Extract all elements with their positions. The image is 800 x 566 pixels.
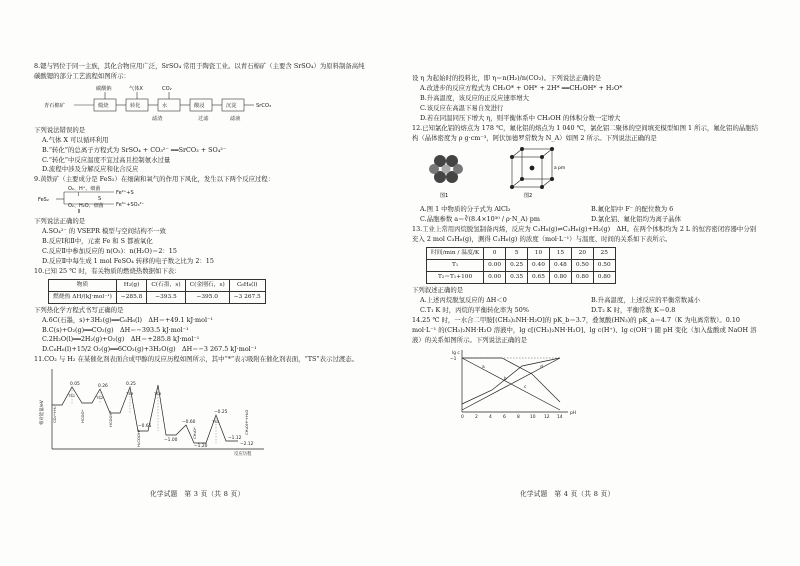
table-cell: 0.35 [506, 272, 528, 284]
cell-parameter-label: a pm [554, 166, 566, 172]
scheme-product: Fe²⁺+S [116, 190, 134, 197]
x-tick: 14 [557, 414, 563, 420]
x-tick: 2 [475, 414, 478, 420]
table-header: C(石墨，s) [147, 279, 185, 291]
x-tick: 6 [503, 414, 506, 420]
flow-label: SrCO₃ [256, 102, 272, 109]
scheme-reagent: O₂、H⁺、细菌 [68, 186, 101, 193]
scheme-product: Fe³⁺+SO₄²⁻ [116, 202, 145, 209]
table-cell: 0.65 [528, 272, 550, 284]
question-9-stem: 9.黄铁矿（主要成分是 FeS₂）在细菌和氧气的作用下风化，发生以下两个反应过程： [34, 175, 275, 184]
table-header: 5 [506, 248, 528, 260]
table-header: 物质 [49, 279, 117, 291]
curve-label: b [504, 376, 507, 382]
x-tick: 8 [517, 414, 520, 420]
ts-label: TS3 [126, 391, 134, 397]
table-cell: 0.00 [484, 272, 506, 284]
energy-profile-chart [34, 365, 284, 457]
left-column [34, 62, 366, 461]
concentration-table [426, 247, 616, 284]
option-9b: B.反应Ⅰ和Ⅱ中，元素 Fe 和 S 都被氧化 [42, 237, 153, 246]
question-10-stem: 10.已知 25 ℃ 时，有关物质的燃烧热数据如下表： [34, 266, 181, 275]
curve-label: c [524, 384, 527, 390]
figure-1-caption: 图1 [440, 193, 449, 200]
flow-label: 过滤 [198, 115, 209, 122]
ts-label: TS4 [154, 391, 162, 397]
curve-label: d [540, 364, 543, 370]
scheme-reactant: FeS₂ [38, 197, 49, 204]
flow-label: 沉淀 [226, 102, 237, 109]
option-9d: D.反应Ⅱ中每生成 1 mol FeSO₄ 转移的电子数之比为 2：15 [42, 256, 214, 265]
option-13a: A.上述丙烷脱氢反应的 ΔH＜0 [420, 295, 507, 304]
option-8a: A.气体 X 可以循环利用 [42, 135, 109, 144]
question-13-stem: 13.工业上常用丙烷脱氢制备丙烯，反应为 C₃H₈(g)⇌C₃H₆(g)+H₂(g) ΔH。在两个体积均为 2 L 的恒容密闭容器中分别充入 2 mol C₃H₈(g)，测得 C₃H₆(g) 的浓度（mol·L⁻¹）与温度、时间的关系如下表所示。 [412, 225, 757, 244]
table-cell: 0.80 [571, 272, 593, 284]
question-10-lead: 下列热化学方程式书写正确的是 [34, 305, 124, 314]
option-12c: C.晶胞参数 a＝∛(8.4×10³⁰ / ρ·N_A) pm [420, 215, 540, 224]
option-13b: B.升高温度，上述反应的平衡常数减小 [591, 295, 700, 304]
question-11-continued: 设 η 为起始时的投料比，即 η＝n(H₂)/n(CO₂)。下列说法正确的是 [412, 74, 602, 82]
right-column [412, 74, 762, 425]
question-11-stem: 11.CO₂ 与 H₂ 在某催化剂表面合成甲醇的反应历程如图所示，其中“*”表示吸附在催化剂表面，“TS”表示过渡态。 [34, 355, 359, 364]
table-cell: 0.50 [571, 260, 593, 272]
question-8-stem: 8.锶与钙位于同一主族，其化合物应用广泛，SrSO₄ 常用于陶瓷工业。以青石棉矿（主要含 SrSO₄）为原料制备高纯碳酸锶的部分工艺流程如图所示： [34, 62, 365, 80]
table-cell: 0.80 [549, 272, 571, 284]
table-row-label: T₁ [427, 260, 484, 272]
x-tick: 12 [544, 414, 550, 420]
table-corner: 时间/min / 温度/K [427, 248, 484, 260]
table-header: C₆H₆(l) [229, 279, 265, 291]
dimer-model [429, 155, 463, 183]
option-9a: A.SO₄²⁻ 的 VSEPR 模型与空间结构不一致 [42, 227, 166, 236]
question-13-lead: 下列叙述正确的是 [412, 286, 464, 295]
energy-value: −1.20 [194, 444, 208, 450]
table-cell: 0.40 [528, 260, 550, 272]
table-cell: −3 267.5 [229, 291, 265, 303]
ts-label: TS2 [96, 395, 104, 401]
page-footer-left: 化学试题 第 3 页（共 8 页） [150, 490, 245, 498]
energy-value: −1.00 [164, 438, 178, 444]
scheme-step: Ⅱ [78, 209, 81, 214]
axis-label-x: pH [570, 410, 577, 416]
table-row [427, 272, 616, 284]
x-tick: 0 [461, 414, 464, 420]
x-tick: 4 [489, 414, 492, 420]
table-cell: −285.8 [116, 291, 146, 303]
energy-value: −0.25 [214, 410, 228, 416]
option-9c: C.反应Ⅱ中参加反应的 n(O₂)：n(H₂O)＝2：15 [42, 246, 177, 255]
table-header: 10 [528, 248, 550, 260]
option-11d: D.若在同温同压下增大 η，则平衡体系中 CH₃OH 的体积分数一定增大 [420, 113, 621, 122]
option-13c: C.T₁ K 时，丙烷的平衡转化率为 50% [420, 305, 529, 314]
energy-value: 0.05 [70, 382, 80, 388]
flow-label: 转化 [130, 102, 141, 109]
option-10a: A.6C(石墨，s)+3H₂(g)══C₆H₆(l) ΔH＝+49.1 kJ·mol⁻¹ [42, 315, 213, 324]
ph-curve-chart [442, 346, 582, 422]
species-label: H₂COOH* [136, 429, 141, 448]
option-12a: A.图 1 中物质的分子式为 AlCl₃ [420, 205, 511, 214]
axis-label-y: 相对能量/eV [40, 400, 45, 426]
species-label: HCOO* [80, 409, 85, 424]
option-12d: D.氯化铝、氟化铝均为离子晶体 [591, 215, 682, 224]
structure-figures [412, 143, 612, 201]
table-header: C(金刚石，s) [185, 279, 229, 291]
option-8d: D.流程中涉及分解反应和化合反应 [42, 165, 139, 174]
axis-label-x: 反应历程 [234, 452, 252, 458]
species-label: CH₃OH*+H₂O [244, 409, 249, 436]
corner-top: 时间/min [431, 250, 456, 257]
table-row-label: T₂＝T₁+100 [427, 272, 484, 284]
table-header: H₂(g) [116, 279, 146, 291]
page-footer-right: 化学试题 第 4 页（共 8 页） [520, 490, 615, 498]
scheme-label: S [98, 196, 102, 203]
table-cell: 0.50 [593, 260, 615, 272]
flow-label: 酸浸 [194, 102, 205, 109]
question-9-lead: 下列说法正确的是 [34, 217, 86, 226]
option-11a: A.改进步的反应方程式为 CH₃O* + OH* + 2H* ══CH₃OH* + H₂O* [420, 83, 623, 92]
table-row-label: 燃烧热 ΔH/(kJ·mol⁻¹) [49, 291, 117, 303]
option-12b: B.氟化铝中 F⁻ 的配位数为 6 [591, 205, 674, 214]
energy-value: −0.65 [138, 424, 152, 430]
table-cell: 0.48 [549, 260, 571, 272]
option-10c: C.2H₂O(l)══2H₂(g)+O₂(g) ΔH＝+285.8 kJ·mol⁻¹ [42, 335, 200, 344]
option-11c: C.该反应在高温下易自发进行 [420, 103, 504, 112]
question-8-lead: 下列说法错误的是 [34, 125, 86, 134]
q12-options [420, 205, 762, 225]
energy-value: −1.12 [228, 436, 242, 442]
curve-label: a [482, 364, 485, 370]
species-label: CO₂*+H₂ [52, 406, 57, 424]
table-cell: 0.00 [484, 260, 506, 272]
option-8c: C.“转化”中反应温度不宜过高且控制氨水过量 [42, 155, 171, 164]
figure-2-caption: 图2 [524, 193, 533, 200]
option-8b: B.“转化”的总离子方程式为 SrSO₄ + CO₃²⁻ ══SrCO₃ + SO₄²⁻ [42, 145, 227, 154]
flow-label: 青石棉矿 [44, 102, 65, 109]
energy-value: 0.26 [98, 384, 108, 390]
flow-label: 气体X [129, 85, 143, 92]
table-header: 25 [593, 248, 615, 260]
ts-label: TS1 [68, 393, 76, 399]
table-cell: 0.25 [506, 260, 528, 272]
q13-options [420, 296, 762, 316]
table-cell: 0.80 [593, 272, 615, 284]
option-10b: B.C(s)+O₂(g)══CO₂(g) ΔH＝−393.5 kJ·mol⁻¹ [42, 325, 189, 334]
flow-label: CO₂ [162, 85, 172, 92]
flow-chart [34, 82, 354, 122]
table-cell: −393.5 [147, 291, 185, 303]
corner-bottom: 温度/K [461, 250, 480, 257]
energy-value: −0.60 [182, 420, 196, 426]
species-label: CH₃O* [192, 427, 197, 440]
table-cell: −395.0 [185, 291, 229, 303]
species-label: HCOOH* [108, 411, 113, 428]
flow-label: 滤液 [230, 115, 241, 122]
axis-label-y: lg c [452, 350, 460, 356]
scheme-reagent: O₂、H₂O、细菌 [68, 203, 104, 210]
scheme-step: Ⅰ [78, 192, 80, 199]
flow-label: 水 [162, 102, 168, 109]
option-10d: D.C₆H₆(l)+15/2 O₂(g)══6CO₂(g)+3H₂O(g) ΔH＝−3 267.5 kJ·mol⁻¹ [42, 345, 257, 354]
option-11b: B.升高温度，该反应的正反应速率增大 [420, 93, 529, 102]
table-row [427, 260, 616, 272]
ts-label: TS5 [212, 419, 220, 425]
flow-label: 碳酸钠 [96, 85, 112, 92]
question-14-stem: 14.25 ℃ 时，一水合二甲胺[(CH₃)₂NH·H₂O]的 pK_b＝3.7，叠氮酸(HN₃)的 pK_a＝4.7（K 为电离常数）。0.10 mol·L⁻¹ 的(CH₃)₂NH·H₂O 溶液中，lg c[(CH₃)₂NH·H₂O]、lg c(H⁺)、lg c(OH⁻) 随 pH 变化（加入盐酸或 NaOH 溶液）的关系如图所示。下列说法正确的是 [412, 315, 757, 344]
question-12-stem: 12.已知氯化铝的熔点为 178 ℃，氟化铝的熔点为 1 040 ℃，氯化铝二聚体的空间填充模型如图 1 所示，氟化铝的晶胞结构（晶体密度为 ρ g·cm⁻³，阿伏加德罗常数为 N_A）如图 2 所示。下列说法正确的是 [412, 123, 759, 142]
x-tick: 10 [530, 414, 536, 420]
flow-label: 滤渣 [152, 115, 163, 122]
table-header: 0 [484, 248, 506, 260]
table-header: 20 [571, 248, 593, 260]
y-tick: −1 [450, 356, 457, 362]
energy-value: 0.25 [126, 382, 136, 388]
combustion-table [48, 279, 266, 304]
reaction-scheme [34, 185, 234, 213]
option-13d: D.T₂ K 时，平衡常数 K＝0.8 [591, 305, 676, 314]
flow-label: 煅烧 [98, 102, 109, 109]
energy-value: −2.12 [240, 442, 254, 448]
table-header: 15 [549, 248, 571, 260]
